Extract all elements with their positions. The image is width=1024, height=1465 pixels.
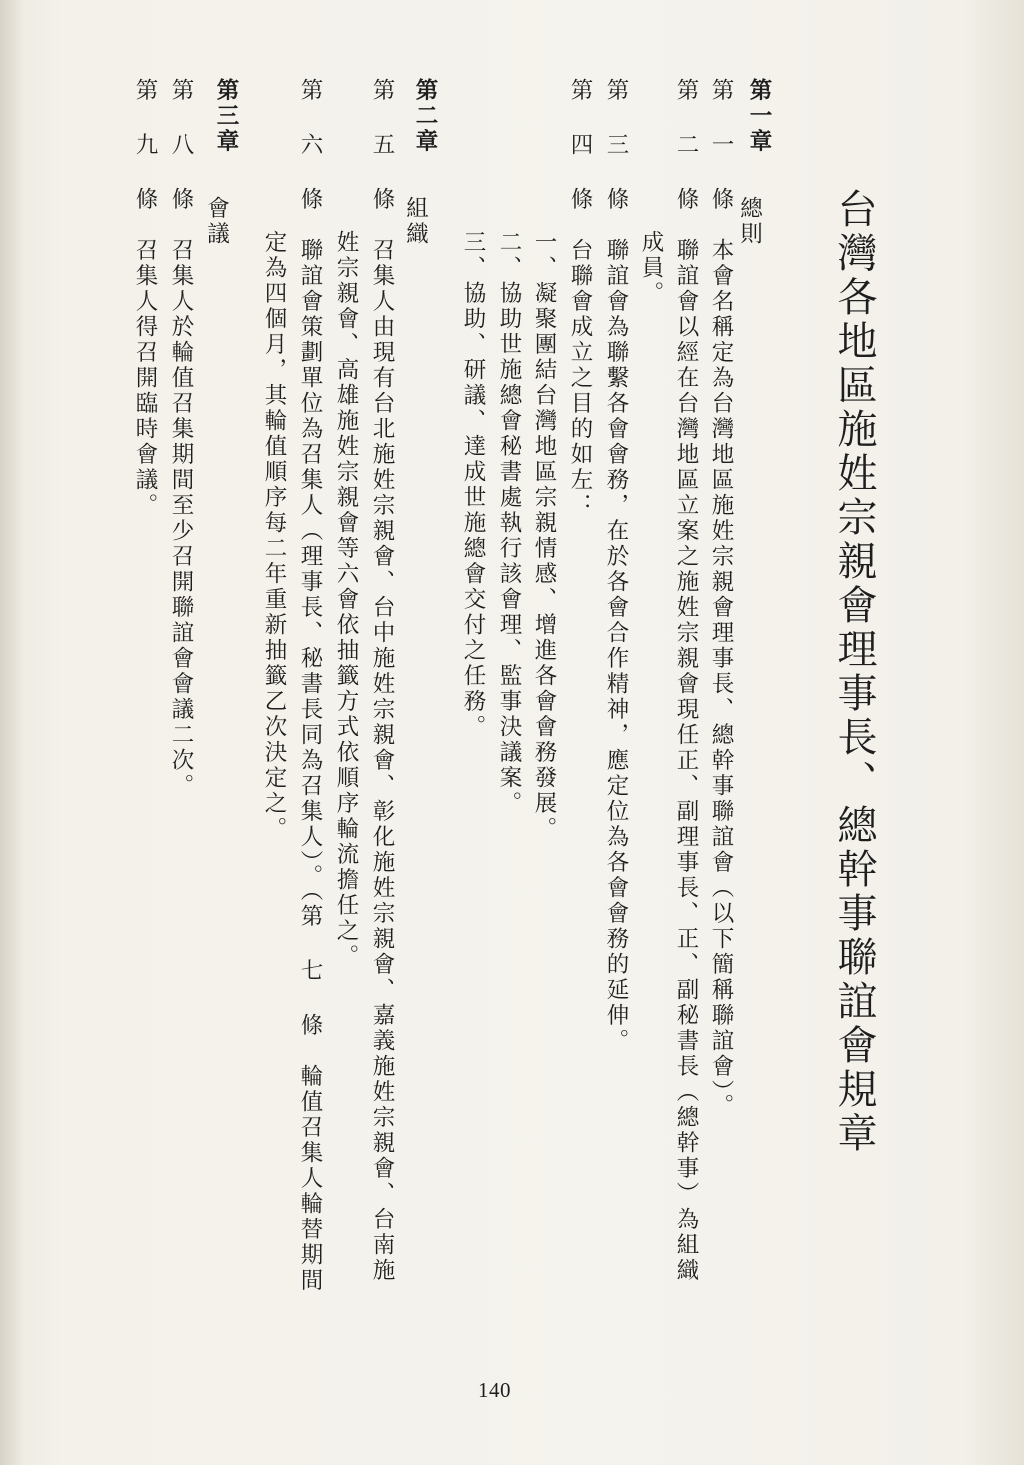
article-1: 第 一 條 本會名稱定為台灣地區施姓宗親會理事長、總幹事聯誼會（以下簡稱聯誼會）。 [708,78,734,1120]
article-8: 第 八 條 召集人於輪值召集期間至少召開聯誼會會議二次。 [168,78,194,799]
article-4-item-3: 三、協助、研議、達成世施總會交付之任務。 [460,230,486,740]
page-number: 140 [478,1378,511,1402]
document-title: 台灣各地區施姓宗親會理事長、總幹事聯誼會規章 [831,188,877,1156]
article-5-continued: 姓宗親會、高雄施姓宗親會等六會依抽籤方式依順序輪流擔任之。 [333,230,359,970]
article-4: 第 四 條 台聯會成立之目的如左： [567,78,593,519]
article-9: 第 九 條 召集人得召開臨時會議。 [132,78,158,519]
chapter-2-heading: 第二章 [412,78,438,155]
chapter-3-heading: 第三章 [213,78,239,155]
page-binding-shadow [0,0,22,1465]
article-3: 第 三 條 聯誼會為聯繫各會會務，在於各會合作精神，應定位為各會會務的延伸。 [603,78,629,1054]
article-6-and-7: 第 六 條 聯誼會策劃單位為召集人（理事長、秘書長同為召集人）。（第 七 條 輪值召集人輪替期間 [297,78,323,1294]
article-2-continued: 成員。 [638,230,664,307]
article-5: 第 五 條 召集人由現有台北施姓宗親會、台中施姓宗親會、彰化施姓宗親會、嘉義施姓宗親會、台南施 [369,78,395,1284]
chapter-2-name: 組織 [402,196,429,247]
article-2: 第 二 條 聯誼會以經在台灣地區立案之施姓宗親會現任正、副理事長、正、副秘書長（總幹事）為組織 [673,78,699,1284]
article-4-item-2: 二、協助世施總會秘書處執行該會理、監事決議案。 [496,230,522,817]
chapter-1-name: 總則 [736,196,763,247]
article-4-item-1: 一、凝聚團結台灣地區宗親情感、增進各會會務發展。 [531,230,557,842]
article-7-continued: 定為四個月，其輪值順序每二年重新抽籤乙次決定之。 [261,230,287,842]
chapter-3-name: 會議 [203,196,230,247]
chapter-1-heading: 第一章 [746,78,772,155]
